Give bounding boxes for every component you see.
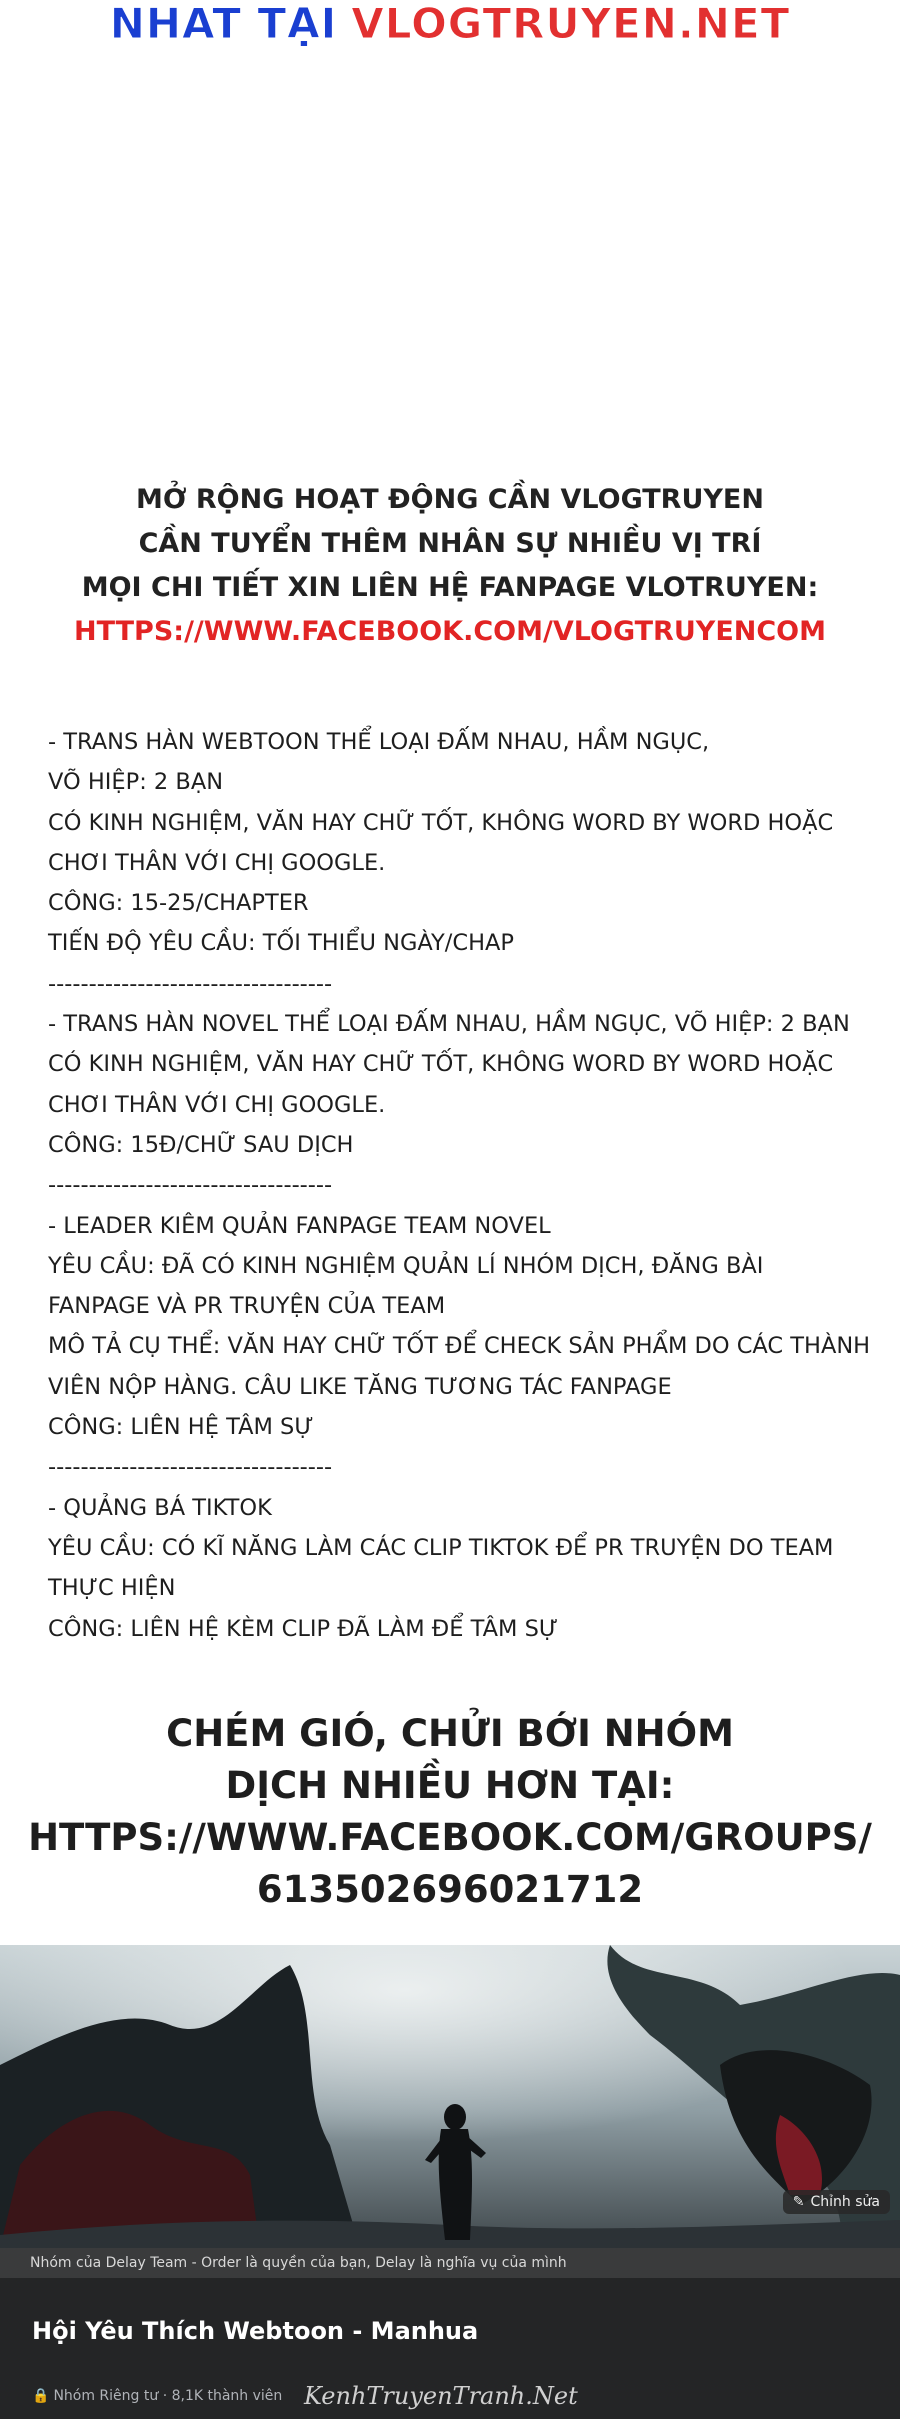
job-line: - TRANS HÀN NOVEL THỂ LOẠI ĐẤM NHAU, HẦM NGỤC, VÕ HIỆP: 2 BẠN xyxy=(48,1011,850,1038)
banner-text-part2: VLOGTRUYEN.NET xyxy=(351,0,791,48)
group-link[interactable]: HTTPS://WWW.FACEBOOK.COM/GROUPS/ xyxy=(28,1816,872,1859)
job-line: CÔNG: LIÊN HỆ KÈM CLIP ĐÃ LÀM ĐỂ TÂM SỰ xyxy=(48,1615,559,1642)
job-line: CÔNG: 15-25/CHAPTER xyxy=(48,890,309,917)
banner-text-part1: NHAT TẠI xyxy=(109,0,338,48)
divider: ----------------------------------- xyxy=(48,1454,333,1481)
group-meta-text: Nhóm Riêng tư · 8,1K thành viên xyxy=(53,2388,283,2404)
job-line: - TRANS HÀN WEBTOON THỂ LOẠI ĐẤM NHAU, HẦM NGỤC, xyxy=(48,729,710,755)
job-line: - LEADER KIÊM QUẢN FANPAGE TEAM NOVEL xyxy=(48,1212,551,1239)
divider: ----------------------------------- xyxy=(48,970,333,997)
job-line: MÔ TẢ CỤ THỂ: VĂN HAY CHỮ TỐT ĐỂ CHECK SẢN PHẨM DO CÁC THÀNH xyxy=(48,1333,871,1360)
job-line: CHƠI THÂN VỚI CHỊ GOOGLE. xyxy=(48,849,386,876)
chat-line: CHÉM GIÓ, CHỬI BỚI NHÓM xyxy=(166,1712,734,1755)
job-line: CÓ KINH NGHIỆM, VĂN HAY CHỮ TỐT, KHÔNG WORD BY WORD HOẶC xyxy=(48,809,834,836)
site-banner xyxy=(0,0,900,60)
recruit-line: CẦN TUYỂN THÊM NHÂN SỰ NHIỀU VỊ TRÍ xyxy=(138,528,762,559)
watermark: KenhTruyenTranh.Net xyxy=(304,2382,578,2410)
job-line: VÕ HIỆP: 2 BẠN xyxy=(48,769,224,796)
job-line: THỰC HIỆN xyxy=(48,1575,176,1602)
job-line: VIÊN NỘP HÀNG. CÂU LIKE TĂNG TƯƠNG TÁC FANPAGE xyxy=(48,1373,672,1400)
job-line: - QUẢNG BÁ TIKTOK xyxy=(48,1494,272,1521)
divider: ----------------------------------- xyxy=(48,1172,333,1199)
job-line: CÓ KINH NGHIỆM, VĂN HAY CHỮ TỐT, KHÔNG WORD BY WORD HOẶC xyxy=(48,1051,834,1078)
job-line: CÔNG: LIÊN HỆ TÂM SỰ xyxy=(48,1414,314,1441)
job-line: CÔNG: 15Đ/CHỮ SAU DỊCH xyxy=(48,1131,354,1158)
fanpage-link[interactable]: HTTPS://WWW.FACEBOOK.COM/VLOGTRUYENCOM xyxy=(73,616,826,647)
chat-line: DỊCH NHIỀU HƠN TẠI: xyxy=(225,1764,675,1807)
job-line: TIẾN ĐỘ YÊU CẦU: TỐI THIỂU NGÀY/CHAP xyxy=(48,930,514,957)
cover-caption: Nhóm của Delay Team - Order là quyền của bạn, Delay là nghĩa vụ của mình xyxy=(30,2255,567,2271)
group-link-id[interactable]: 613502696021712 xyxy=(256,1868,644,1911)
job-line: YÊU CẦU: ĐÃ CÓ KINH NGHIỆM QUẢN LÍ NHÓM DỊCH, ĐĂNG BÀI xyxy=(48,1252,764,1279)
facebook-group-card xyxy=(0,1945,900,2419)
lock-icon: 🔒 xyxy=(32,2388,50,2404)
job-line: CHƠI THÂN VỚI CHỊ GOOGLE. xyxy=(48,1091,386,1118)
group-cover-image xyxy=(0,1945,900,2248)
pencil-icon: ✎ xyxy=(792,2194,805,2210)
job-line: FANPAGE VÀ PR TRUYỆN CỦA TEAM xyxy=(48,1293,446,1320)
job-listings xyxy=(48,722,871,1649)
edit-cover-label: Chỉnh sửa xyxy=(810,2194,880,2210)
recruit-line: MỞ RỘNG HOẠT ĐỘNG CẦN VLOGTRUYEN xyxy=(136,484,764,515)
recruit-line: MỌI CHI TIẾT XIN LIÊN HỆ FANPAGE VLOTRUYEN: xyxy=(81,572,819,603)
group-meta xyxy=(32,2388,282,2404)
cover-caption-bar xyxy=(0,2248,900,2278)
recruitment-notice xyxy=(0,478,900,654)
job-line: YÊU CẦU: CÓ KĨ NĂNG LÀM CÁC CLIP TIKTOK ĐỂ PR TRUYỆN DO TEAM xyxy=(48,1534,834,1561)
edit-cover-button[interactable] xyxy=(783,2190,890,2214)
group-chat-notice xyxy=(0,1708,900,1916)
group-name[interactable]: Hội Yêu Thích Webtoon - Manhua xyxy=(32,2317,479,2345)
